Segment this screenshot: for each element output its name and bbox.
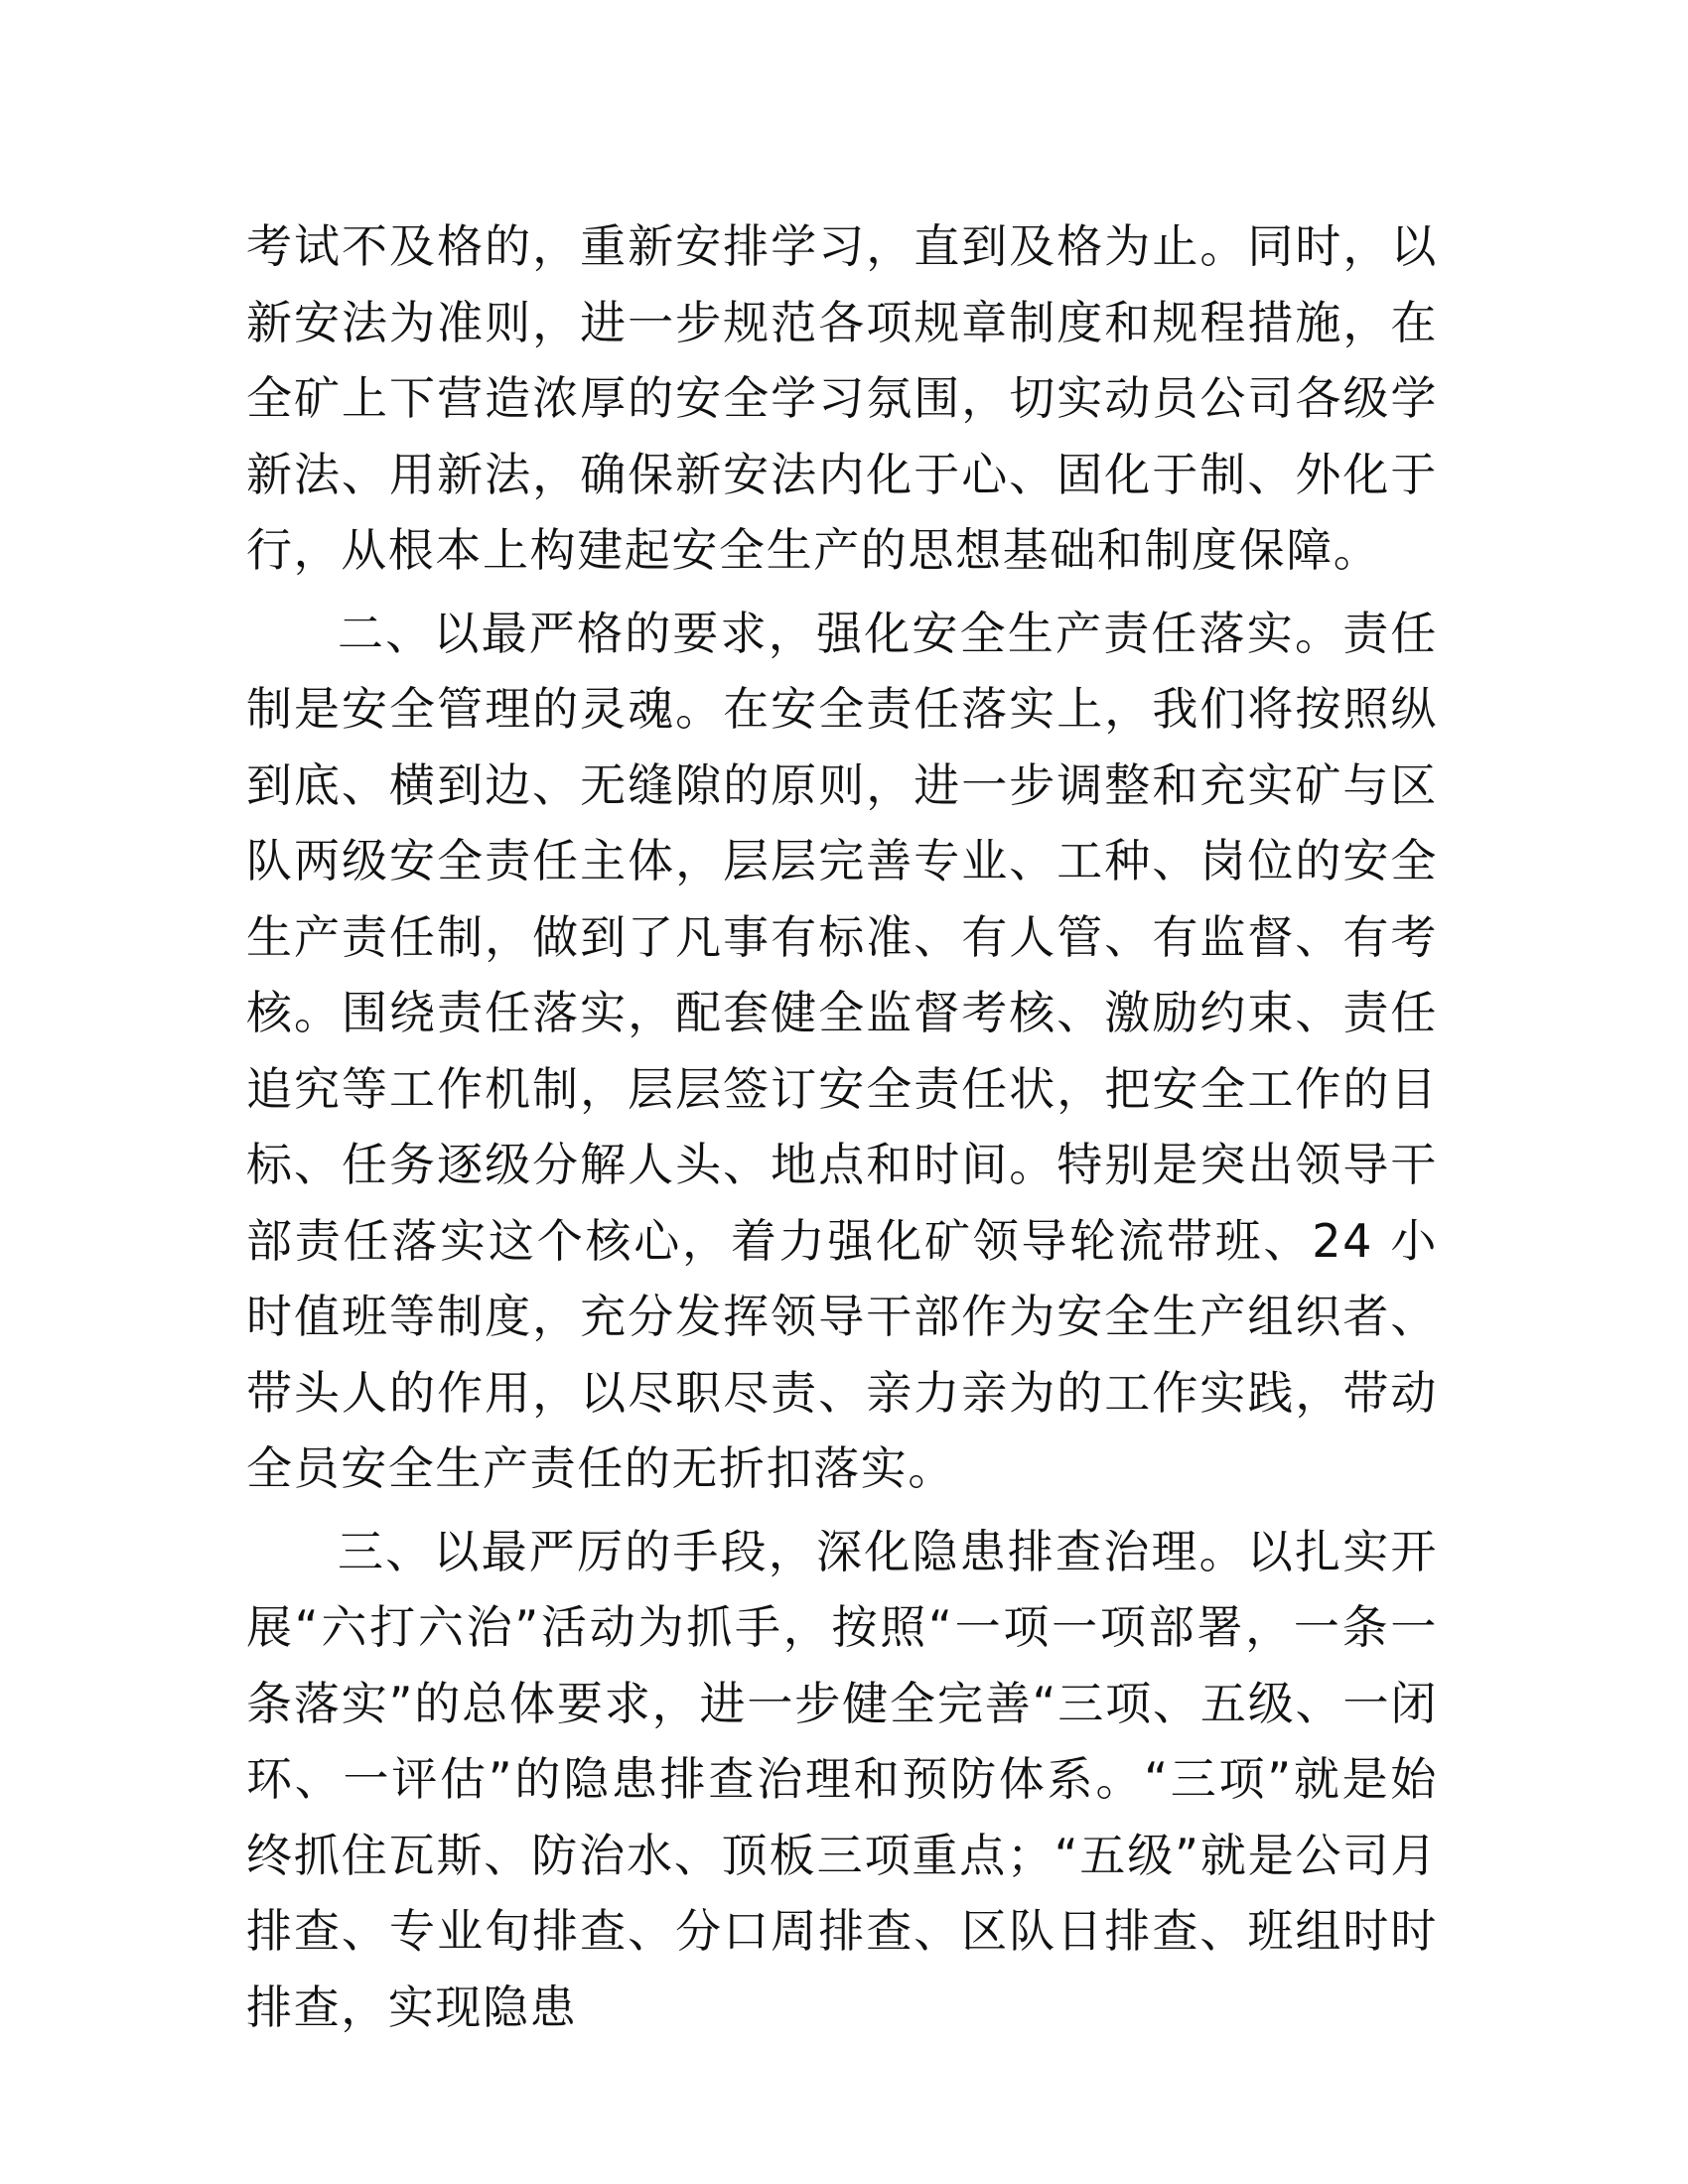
paragraph-continuation: 考试不及格的，重新安排学习，直到及格为止。同时，以新安法为准则，进一步规范各项规章制度和规程措施，在全矿上下营造浓厚的安全学习氛围，切实动员公司各级学新法、用新法，确保新安法内化于心、固化于制、外化于行，从根本上构建起安全生产的思想基础和制度保障。 [246,219,1438,577]
paragraph-section-three: 三、以最严厉的手段，深化隐患排查治理。以扎实开展“六打六治”活动为抓手，按照“一项一项部署，一条一条落实”的总体要求，进一步健全完善“三项、五级、一闭环、一评估”的隐患排查治理和预防体系。“三项”就是始终抓住瓦斯、防治水、顶板三项重点；“五级”就是公司月排查、专业旬排查、分口周排查、区队日排查、班组时时排查，实现隐患 [246,1524,1438,2034]
paragraph-section-two: 二、以最严格的要求，强化安全生产责任落实。责任制是安全管理的灵魂。在安全责任落实上，我们将按照纵到底、横到边、无缝隙的原则，进一步调整和充实矿与区队两级安全责任主体，层层完善专业、工种、岗位的安全生产责任制，做到了凡事有标准、有人管、有监督、有考核。围绕责任落实，配套健全监督考核、激励约束、责任追究等工作机制，层层签订安全责任状，把安全工作的目标、任务逐级分解人头、地点和时间。特别是突出领导干部责任落实这个核心，着力强化矿领导轮流带班、24 小时值班等制度，充分发挥领导干部作为安全生产组织者、带头人的作用，以尽职尽责、亲力亲为的工作实践，带动全员安全生产责任的无折扣落实。 [246,606,1438,1495]
document-body [246,208,1438,2045]
